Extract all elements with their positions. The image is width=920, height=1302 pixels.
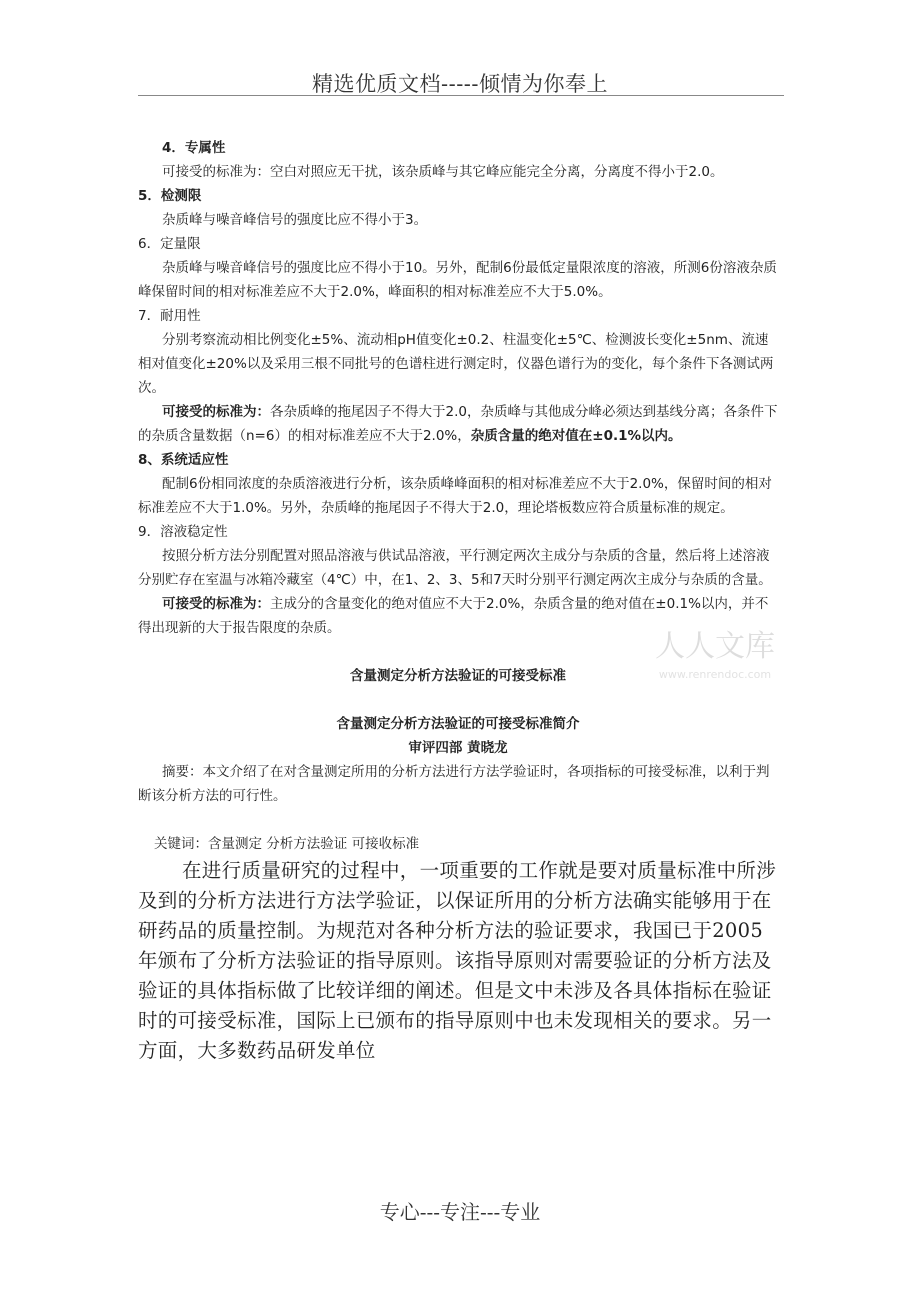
section-heading-quantitation-limit: 6．定量限	[138, 236, 201, 252]
acceptance-label: 可接受的标准为：	[162, 596, 270, 612]
section-heading-specificity: 4．专属性	[162, 140, 226, 156]
article-abstract: 摘要：本文介绍了在对含量测定所用的分析方法进行方法学验证时，各项指标的可接受标准，以利于判断该分析方法的可行性。	[138, 764, 770, 804]
section-body-robustness: 分别考察流动相比例变化±5%、流动相pH值变化±0.2、柱温变化±5℃、检测波长变化±5nm、流速相对值变化±20%以及采用三根不同批号的色谱柱进行测定时，仪器色谱行为的变化，每个条件下各测试两次。	[138, 332, 774, 396]
acceptance-text: 主成分的含量变化的绝对值应不大于2.0%，杂质含量的绝对值在±0.1%以内，并不得出现新的大于报告限度的杂质。	[138, 596, 769, 636]
acceptance-text: 各杂质峰的拖尾因子不得大于2.0，杂质峰与其他成分峰必须达到基线分离；各条件下的杂质含量数据（n=6）的相对标准差应不大于2.0%，	[138, 404, 778, 444]
section-heading-system-suitability: 8、系统适应性	[138, 452, 229, 468]
watermark-text: 人人文库	[655, 629, 775, 664]
acceptance-paragraph-robustness	[138, 400, 778, 448]
section-body-solution-stability: 按照分析方法分别配置对照品溶液与供试品溶液，平行测定两次主成分与杂质的含量，然后将上述溶液分别贮存在室温与冰箱冷藏室（4℃）中，在1、2、3、5和7天时分别平行测定两次主成分与杂质的含量。	[138, 548, 772, 588]
section-body-system-suitability: 配制6份相同浓度的杂质溶液进行分析，该杂质峰峰面积的相对标准差应不大于2.0%，保留时间的相对标准差应不大于1.0%。另外，杂质峰的拖尾因子不得大于2.0，理论塔板数应符合质量标准的规定。	[138, 476, 772, 516]
article-body: 在进行质量研究的过程中，一项重要的工作就是要对质量标准中所涉及到的分析方法进行方法学验证，以保证所用的分析方法确实能够用于在研药品的质量控制。为规范对各种分析方法的验证要求，我国已于2005年颁布了分析方法验证的指导原则。该指导原则对需要验证的分析方法及验证的具体指标做了比较详细的阐述。但是文中未涉及各具体指标在验证时的可接受标准，国际上已颁布的指导原则中也未发现相关的要求。另一方面，大多数药品研发单位	[138, 859, 777, 1062]
section-heading-detection-limit: 5．检测限	[138, 188, 202, 204]
watermark-subtext: www.renrendoc.com	[658, 668, 772, 681]
section-heading-solution-stability: 9．溶液稳定性	[138, 524, 228, 540]
article-author: 审评四部 黄晓龙	[408, 740, 508, 756]
section-body-quantitation-limit: 杂质峰与噪音峰信号的强度比应不得小于10。另外，配制6份最低定量限浓度的溶液，所测6份溶液杂质峰保留时间的相对标准差应不大于2.0%，峰面积的相对标准差应不大于5.0%。	[138, 260, 777, 300]
acceptance-paragraph-stability	[138, 592, 778, 640]
acceptance-emphasis: 杂质含量的绝对值在±0.1%以内。	[470, 428, 682, 444]
document-content	[138, 136, 778, 1066]
section-heading-robustness: 7．耐用性	[138, 308, 201, 324]
section-body-specificity: 可接受的标准为：空白对照应无干扰，该杂质峰与其它峰应能完全分离，分离度不得小于2.0。	[162, 164, 724, 180]
page-header-title: 精选优质文档-----倾情为你奉上	[312, 72, 608, 96]
page-footer: 专心---专注---专业	[379, 1200, 541, 1224]
article-keywords: 关键词：含量测定 分析方法验证 可接收标准	[154, 836, 420, 852]
acceptance-label: 可接受的标准为：	[162, 404, 270, 420]
article-title: 含量测定分析方法验证的可接受标准简介	[336, 716, 580, 732]
section-title: 含量测定分析方法验证的可接受标准	[350, 668, 566, 684]
header-divider	[138, 95, 784, 96]
section-body-detection-limit: 杂质峰与噪音峰信号的强度比应不得小于3。	[162, 212, 428, 228]
